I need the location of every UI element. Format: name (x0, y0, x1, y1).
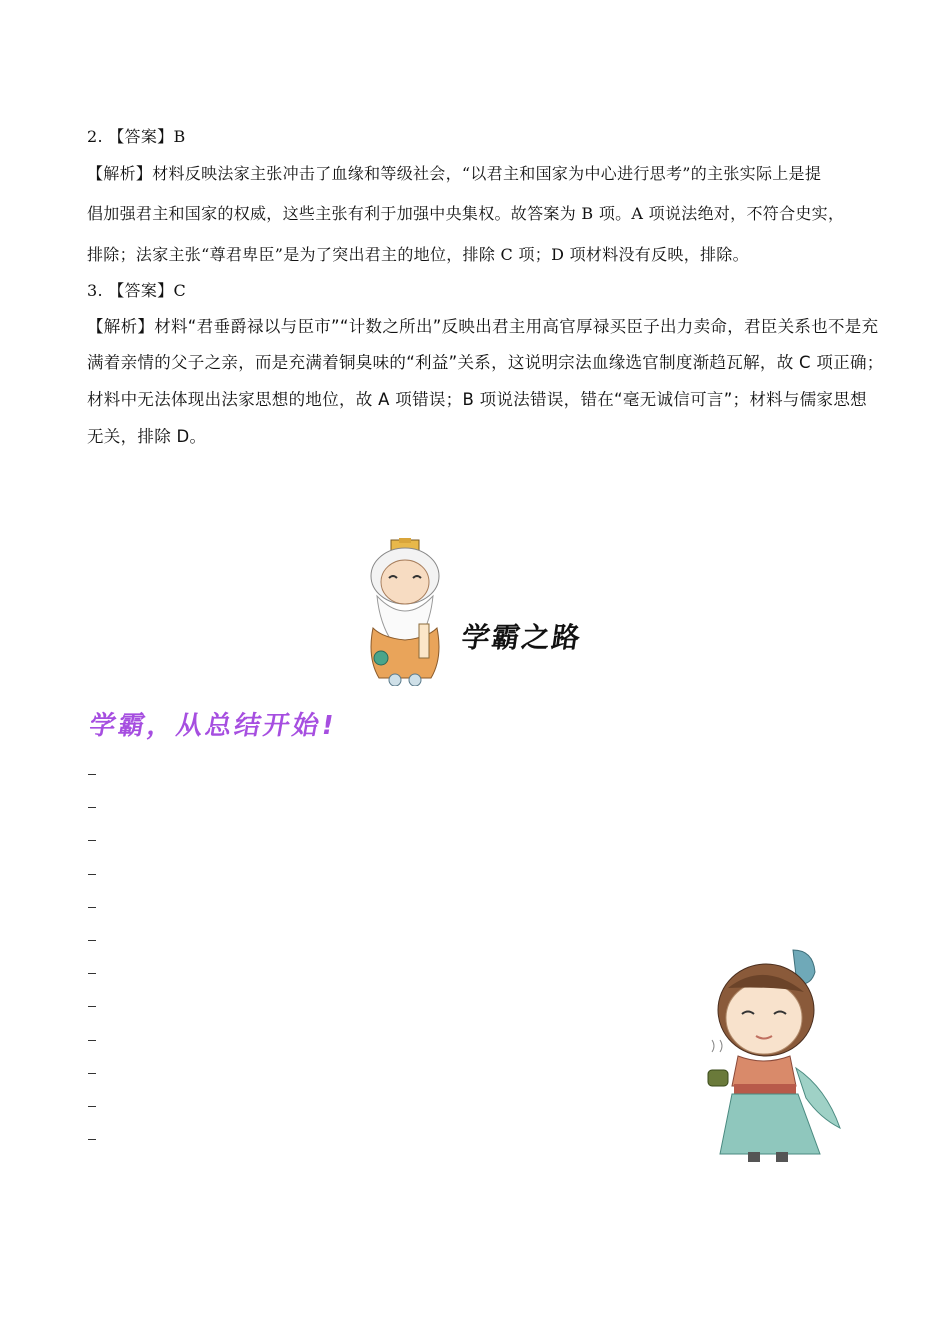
banner-slogan: 学霸，从总结开始! (86, 711, 340, 741)
note-dash (88, 907, 96, 908)
note-dash (88, 1040, 96, 1041)
q3-analysis-line-4: 无关，排除 D。 (87, 427, 207, 446)
q2-answer: 2. 【答案】B (87, 127, 186, 146)
q3-analysis-line-2: 满着亲情的父子之亲，而是充满着铜臭味的“利益”关系，这说明宗法血缘选官制度渐趋瓦解，故 C 项正确； (87, 353, 884, 372)
q2-analysis-line-3: 排除；法家主张“尊君卑臣”是为了突出君主的地位，排除 C 项；D 项材料没有反映，排除。 (87, 245, 749, 264)
note-dash (88, 1139, 96, 1140)
note-dash (88, 1106, 96, 1107)
q2-analysis-line-2: 倡加强君主和国家的权威，这些主张有利于加强中央集权。故答案为 B 项。A 项说法绝对，不符合史实， (87, 204, 845, 223)
note-dash (88, 874, 96, 875)
q3-analysis-line-3: 材料中无法体现出法家思想的地位，故 A 项错误；B 项说法错误，错在“毫无诚信可言”；材料与儒家思想 (87, 390, 867, 409)
note-dash (88, 774, 96, 775)
sage-illustration (355, 538, 455, 686)
q3-answer: 3. 【答案】C (87, 281, 186, 300)
note-dash (88, 1006, 96, 1007)
note-dash (88, 840, 96, 841)
note-dash (88, 807, 96, 808)
q2-analysis-line-1: 【解析】材料反映法家主张冲击了血缘和等级社会，“以君主和国家为中心进行思考”的主张实际上是提 (87, 164, 822, 183)
note-dash (88, 940, 96, 941)
q3-analysis-line-1: 【解析】材料“君垂爵禄以与臣市”“计数之所出”反映出君主用高官厚禄买臣子出力卖命，君臣关系也不是充 (87, 317, 879, 336)
banner-title: 学霸之路 (459, 621, 585, 654)
note-dash (88, 973, 96, 974)
scholar-illustration (698, 948, 843, 1166)
note-dash (88, 1073, 96, 1074)
